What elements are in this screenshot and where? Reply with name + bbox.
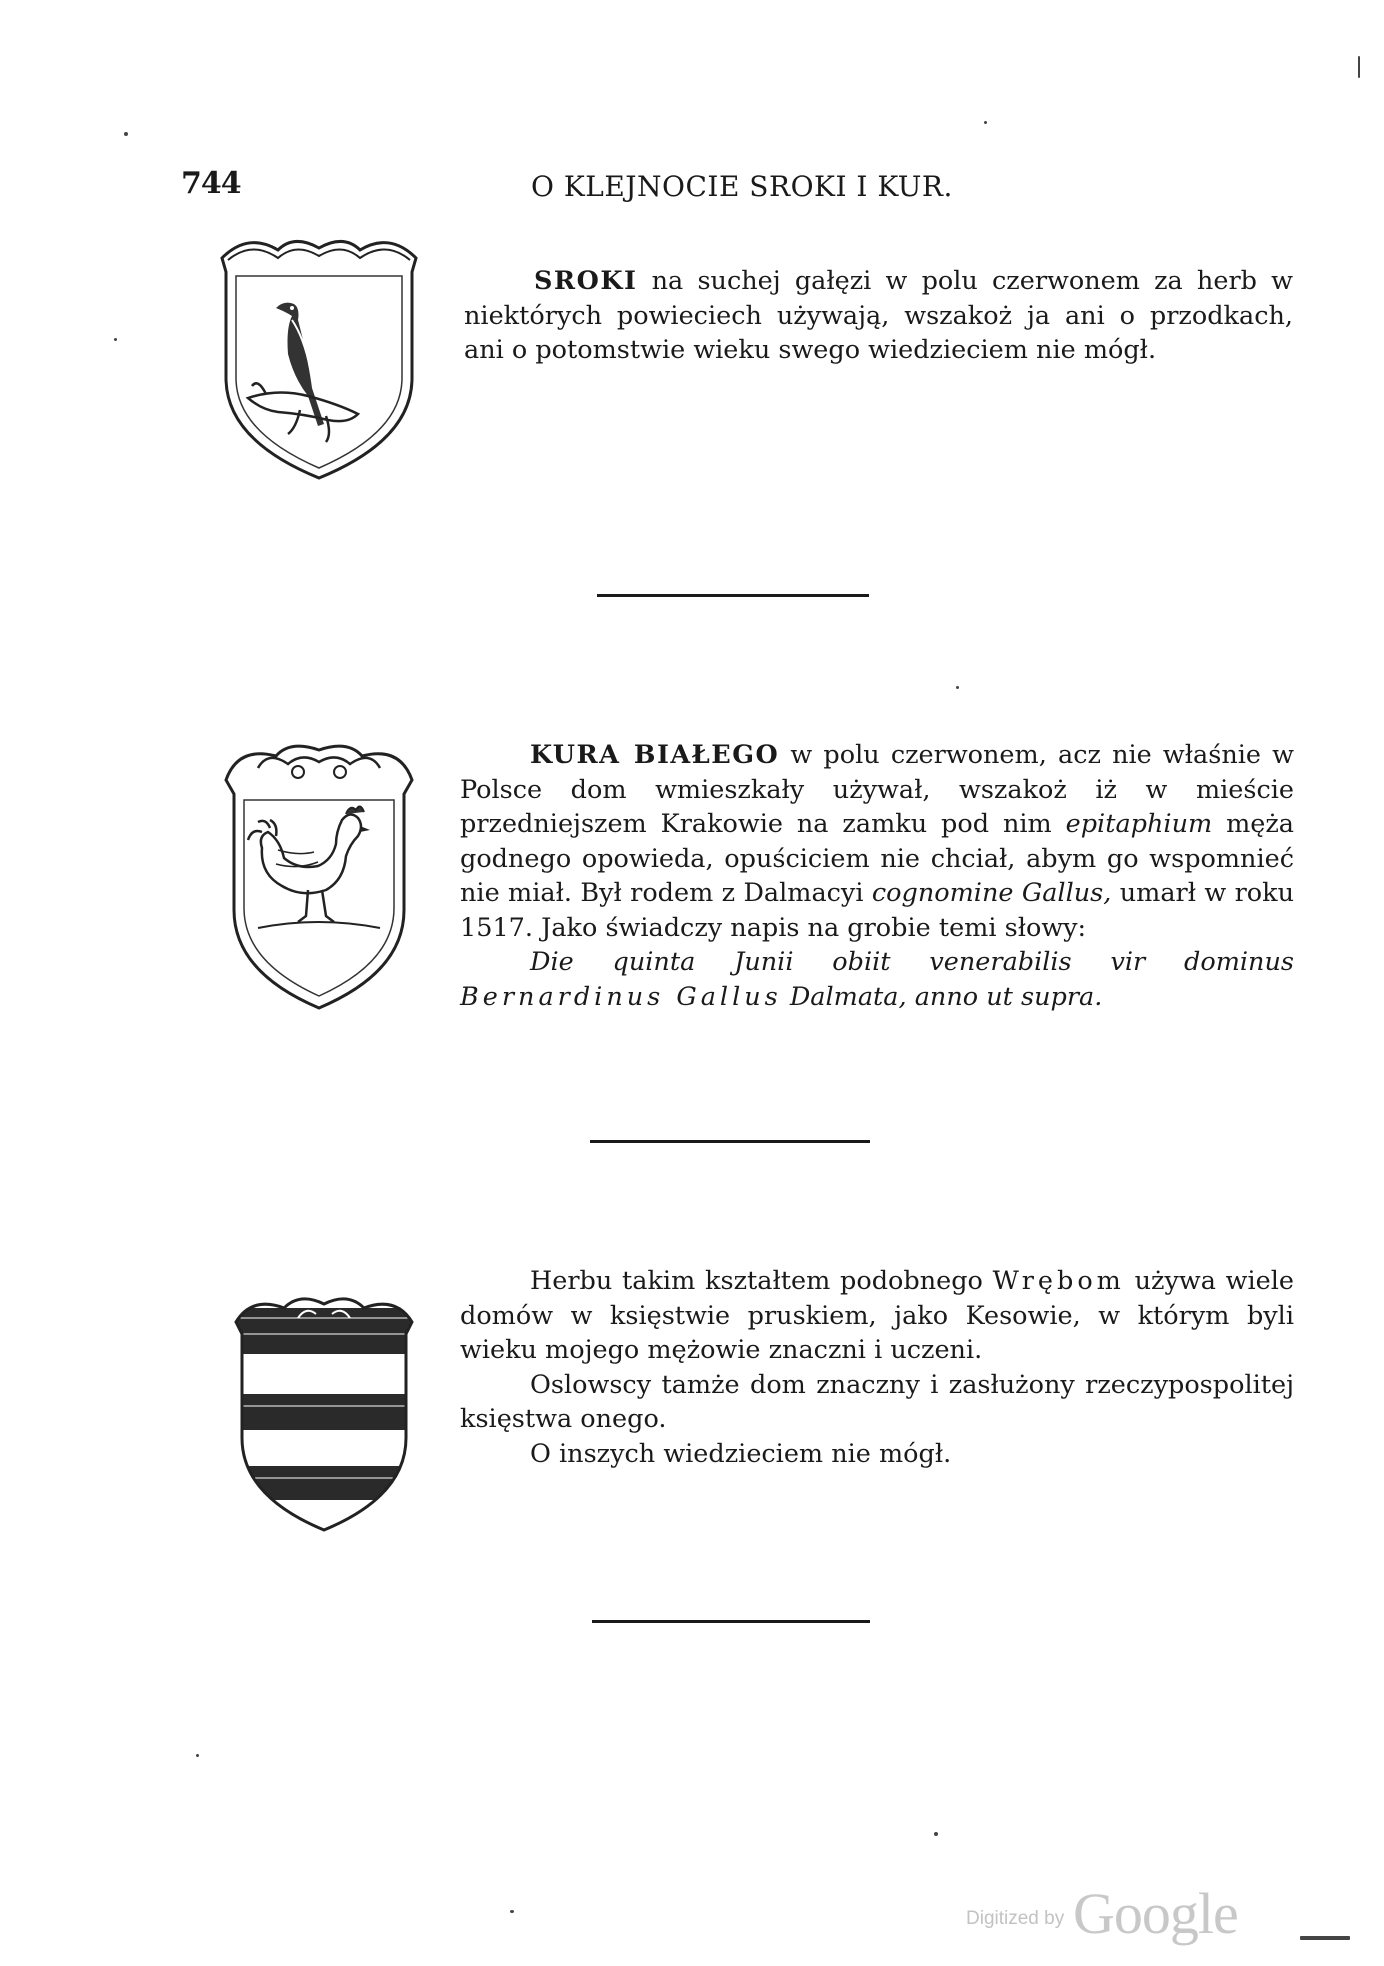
scan-speck: [956, 686, 959, 689]
inscription-text: Dalmata, anno ut supra.: [781, 981, 1103, 1012]
entry-sroki: [464, 264, 1293, 368]
entry-sroki-paragraph: [464, 264, 1293, 368]
entry-text: umarł w roku 1517. Jako świadczy napis na grobie temi słowy:: [460, 878, 1295, 943]
entry-wreby: [460, 1264, 1294, 1471]
entry-text: Herbu takim kształtem podobnego: [530, 1266, 993, 1296]
striped-coat-of-arms-icon: [226, 1288, 422, 1536]
scan-speck: [1358, 56, 1360, 78]
entry-text: używa wiele domów w księstwie pruskiem, jako Kesowie, w którym byli wieku mojego mężowie znaczni i uczeni.: [460, 1266, 1295, 1365]
entry-heading: SROKI: [534, 266, 638, 296]
scan-speck: [934, 1832, 938, 1836]
latin-inscription: [460, 945, 1294, 1014]
digitized-label: Digitized by: [966, 1908, 1065, 1929]
scan-speck: [1300, 1936, 1350, 1940]
entry-kura-paragraph: [460, 738, 1294, 945]
section-divider: [592, 1620, 870, 1623]
entry-wreby-paragraph-1: [460, 1264, 1294, 1368]
scan-speck: [114, 338, 117, 341]
page-number: 744: [181, 166, 241, 201]
google-logo: Google: [1073, 1881, 1238, 1946]
section-divider: [590, 1140, 870, 1143]
magpie-coat-of-arms-icon: [208, 228, 430, 488]
entry-spaced-name: Wrębom: [992, 1266, 1125, 1296]
scan-speck: [984, 121, 987, 124]
section-divider: [597, 594, 869, 597]
entry-text: na suchej gałęzi w polu czerwonem za herb w niektórych powieciech używają, wszakoż ja ani o przodkach, ani o potomstwie wieku swego wiedzieciem nie mógł.: [464, 266, 1293, 365]
entry-wreby-paragraph-3: O inszych wiedzieciem nie mógł.: [530, 1438, 952, 1469]
scan-speck: [196, 1754, 199, 1757]
running-title: O KLEJNOCIE SROKI I KUR.: [531, 170, 953, 203]
entry-heading: KURA BIAŁEGO: [530, 740, 780, 770]
entry-wreby-paragraph-2: Oslowscy tamże dom znaczny i zasłużony rzeczypospolitej księstwa onego.: [460, 1369, 1294, 1434]
inscription-text: Die quinta Junii obiit venerabilis vir dominus: [530, 947, 1294, 977]
scan-speck: [124, 132, 128, 136]
rooster-coat-of-arms-icon: [218, 740, 420, 1016]
scan-speck: [510, 1910, 514, 1913]
entry-emphasis: epitaphium: [1065, 809, 1213, 839]
entry-kura: [460, 738, 1294, 1014]
entry-emphasis: cognomine Gallus,: [871, 878, 1112, 908]
entry-text: w polu czerwonem, acz nie właśnie w Polsce dom wmieszkały używał, wszakoż iż w mieście przedniejszem Krakowie na zamku pod nim: [460, 740, 1294, 839]
inscription-spaced-name: Bernardinus Gallus: [460, 981, 782, 1012]
entry-text: męża godnego opowieda, opuściciem nie chciał, abym go wspomnieć nie miał. Był rodem z Dalmacyi: [460, 809, 1294, 908]
